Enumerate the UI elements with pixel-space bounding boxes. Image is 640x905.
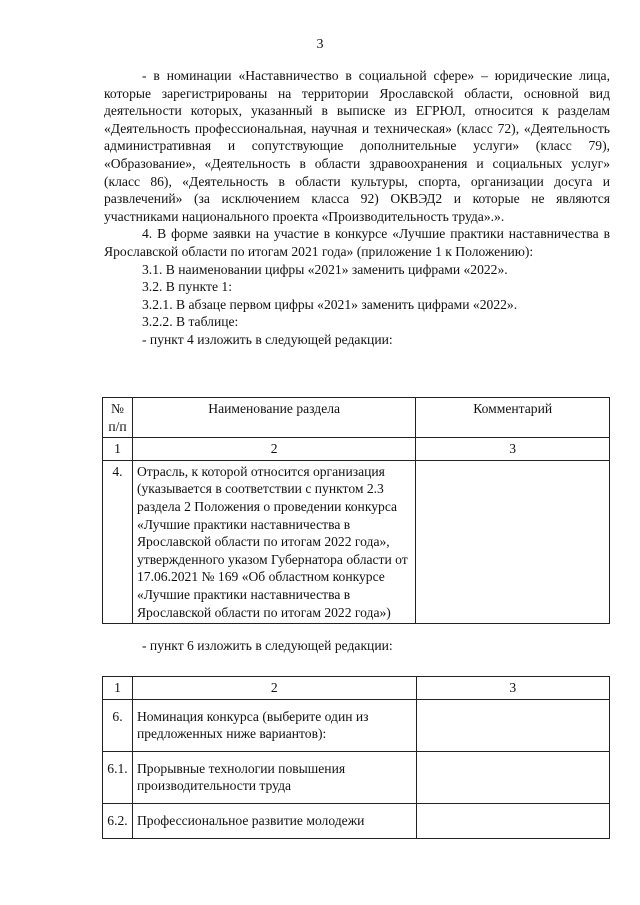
row-name: Номинация конкурса (выберите один из предложенных ниже вариантов): [132, 699, 416, 751]
table-point-4 [102, 397, 610, 624]
page-number: 3 [316, 37, 324, 52]
table-row [103, 803, 610, 838]
table-row [103, 460, 610, 623]
item-3-2-1: 3.2.1. В абзаце первом цифры «2021» заменить цифрами «2022». [142, 296, 518, 312]
row-section-name: Отрасль, к которой относится организация (указывается в соответствии с пунктом 2.3 раздела 2 Положения о проведении конкурса «Лучшие практики наставничества в Ярославской области по итогам 2022 года», утвержденного указом Губернатора области от 17.06.2021 № 169 «Об областном конкурсе «Лучшие практики наставничества в Ярославской области по итогам 2022 года») [132, 460, 415, 623]
column-number: 2 [132, 677, 416, 700]
header-number: № п/п [103, 398, 133, 438]
column-number: 1 [103, 438, 133, 461]
table-header-row [103, 398, 610, 438]
row-comment [416, 803, 609, 838]
table-row [103, 699, 610, 751]
item-3-1: 3.1. В наименовании цифры «2021» заменить цифрами «2022». [142, 261, 508, 277]
column-number: 3 [416, 677, 609, 700]
header-comment: Комментарий [416, 398, 610, 438]
row-name: Профессиональное развитие молодежи [132, 803, 416, 838]
row-comment [416, 751, 609, 803]
point-6-intro: - пункт 6 изложить в следующей редакции: [142, 638, 393, 653]
table-column-numbers-row [103, 438, 610, 461]
table-column-numbers-row [103, 677, 610, 700]
row-name: Прорывные технологии повышения производительности труда [132, 751, 416, 803]
point-4-intro: - пункт 4 изложить в следующей редакции: [142, 331, 393, 347]
row-number: 4. [103, 460, 133, 623]
header-section-name: Наименование раздела [132, 398, 415, 438]
row-number: 6. [103, 699, 133, 751]
document-body [104, 67, 610, 349]
row-number: 6.2. [103, 803, 133, 838]
row-comment [416, 699, 609, 751]
item-3-2-2: 3.2.2. В таблице: [142, 314, 239, 330]
nomination-paragraph: - в номинации «Наставничество в социальной сфере» – юридические лица, которые зарегистрированы на территории Ярославской области, основной вид деятельности которых, указанный в выписке из ЕГРЮЛ, относится к разделам «Деятельность профессиональная, научная и техническая» (класс 72), «Деятельность административная и сопутствующие дополнительные услуги» (класс 79), «Образование», «Деятельность в области здравоохранения и социальных услуг» (класс 86), «Деятельность в области культуры, спорта, организации досуга и развлечений» (за исключением класса 92) ОКВЭД2 и которые не являются участниками национального проекта «Производительность труда».». [104, 68, 610, 224]
table-row [103, 751, 610, 803]
column-number: 3 [416, 438, 610, 461]
table-point-6 [102, 676, 610, 839]
item-4-paragraph: 4. В форме заявки на участие в конкурсе «Лучшие практики наставничества в Ярославской области по итогам 2021 года» (приложение 1 к Положению): [104, 226, 610, 259]
column-number: 2 [132, 438, 415, 461]
row-number: 6.1. [103, 751, 133, 803]
column-number: 1 [103, 677, 133, 700]
item-3-2: 3.2. В пункте 1: [142, 279, 232, 295]
row-comment [416, 460, 610, 623]
